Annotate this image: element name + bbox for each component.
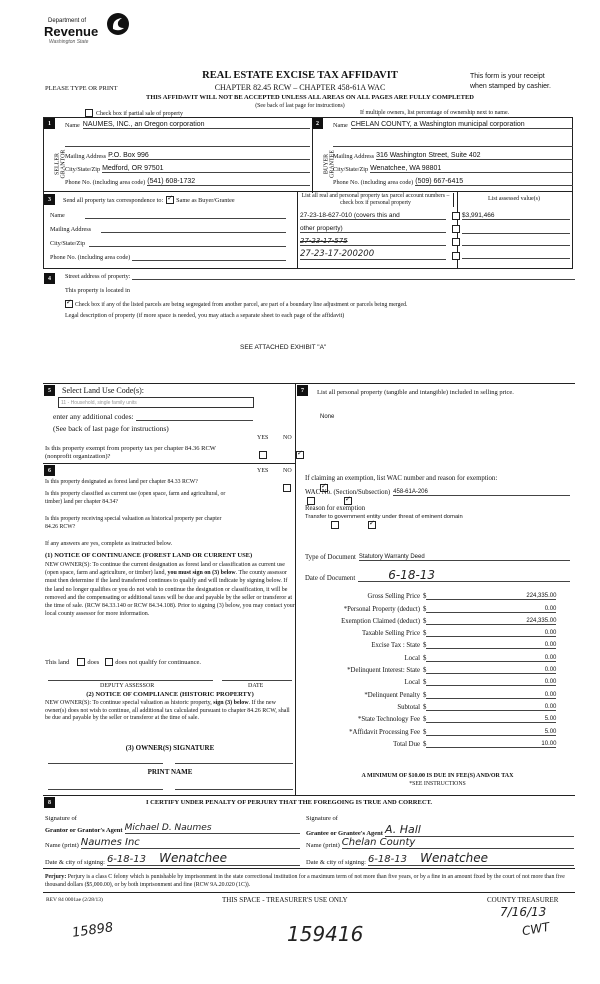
receipt-note-2: when stamped by cashier. <box>470 83 551 90</box>
send-correspondence-row: Send all property tax correspondence to: ✓ Same as Buyer/Grantee <box>63 196 235 204</box>
seller-phone-field[interactable]: (541) 608-1732 <box>147 178 310 186</box>
doc-date-row: Date of Document 6-18-13 <box>305 569 570 582</box>
print-name-line-1[interactable] <box>48 789 163 790</box>
parcel-number[interactable]: 27-23-18-627-010 (covers this and <box>300 212 446 220</box>
buyer-city-field[interactable]: Wenatchee, WA 98801 <box>370 165 573 173</box>
personal-property-checkbox[interactable] <box>452 252 460 260</box>
current-use-question: Is this property classified as current use (open space, farm and agricultural, or timber) land per chapter 84.34? <box>45 491 226 505</box>
partial-sale-row <box>85 109 183 117</box>
parcel-row-1 <box>300 212 460 220</box>
land-use-select[interactable]: 11 - Household, single family units <box>58 397 254 408</box>
grantee-signature[interactable]: A. Hall <box>385 823 574 837</box>
subtotal[interactable]: 0.00 <box>426 704 556 711</box>
amount-row: *Personal Property (deduct) $ 0.00 <box>343 605 557 613</box>
excise-tax-state[interactable]: 0.00 <box>426 642 556 649</box>
grantee-print-name[interactable]: Chelan County <box>342 837 574 849</box>
completion-warning: THIS AFFIDAVIT WILL NOT BE ACCEPTED UNLESS ALL AREAS ON ALL PAGES ARE FULLY COMPLETED <box>146 94 474 101</box>
amount-row: *Delinquent Interest: State $ 0.00 <box>347 667 557 675</box>
parcel-row-4 <box>300 249 460 260</box>
does-not-qualify-checkbox[interactable] <box>105 658 113 666</box>
gross-selling-price[interactable]: 224,335.00 <box>426 593 556 600</box>
assessor-date-line[interactable] <box>222 680 292 681</box>
section-5-6-right-border <box>295 383 296 795</box>
reason-value[interactable]: Transfer to government entity under threat of eminent domain <box>305 514 463 520</box>
exemption-claimed[interactable]: 224,335.00 <box>426 618 556 625</box>
personal-property-checkbox[interactable] <box>452 212 460 220</box>
notice-continuance-title: (1) NOTICE OF CONTINUANCE (FOREST LAND OR CURRENT USE) <box>45 552 253 559</box>
amount-row: Taxable Selling Price $ 0.00 <box>361 630 557 638</box>
segregated-row: ✓ Check box if any of the listed parcels are being segregated from another parcel, are part of a boundary line adjustment or parcels being merged. <box>65 300 407 308</box>
legal-description-value: SEE ATTACHED EXHIBIT "A" <box>240 344 327 351</box>
see-back-instructions: (See back of last page for instructions) <box>255 103 345 109</box>
logo-line3: Washington State <box>49 39 89 45</box>
section-5-number: 5 <box>44 385 55 396</box>
perjury-notice: Perjury: Perjury is a class C felony which is punishable by imprisonment in the state correctional institution for a maximum term of not more than five years, or by a fine in an amount fixed by the court of not more than five thousand dollars ($5,000.00), or by both imprisonment and fine (RCW 9A.20.020 (1C)). <box>45 874 565 888</box>
amount-row: *State Technology Fee $ 5.00 <box>357 716 557 724</box>
receipt-note-1: This form is your receipt <box>470 73 545 80</box>
see-instructions-note: *SEE INSTRUCTIONS <box>409 781 466 787</box>
assessed-value[interactable]: $3,991,466 <box>462 212 570 220</box>
corr-name-field[interactable] <box>85 212 286 219</box>
parcel-number-struck[interactable]: 27-23-17-575 <box>300 237 446 246</box>
section-6-number: 6 <box>44 465 55 476</box>
assessed-value[interactable] <box>462 245 570 246</box>
same-as-buyer-checkbox[interactable] <box>166 196 174 204</box>
grantor-sig-label-1: Signature of <box>45 815 77 822</box>
historic-yes-checkbox[interactable] <box>331 521 339 529</box>
historic-question: Is this property receiving special valuation as historical property per chapter 84.26 RCW? <box>45 516 222 530</box>
assessed-header: List assessed value(s) <box>488 196 540 202</box>
grantor-print-name[interactable]: Naumes Inc <box>81 837 300 849</box>
buyer-side-label: BUYER GRANTEE <box>323 150 336 178</box>
form-revision: REV 84 0001ae (2/28/13) <box>46 897 103 903</box>
grantee-signature-row: Grantee or Grantee's Agent A. Hall <box>306 823 574 837</box>
seller-city-field[interactable]: Medford, OR 97501 <box>102 165 310 173</box>
section-1-number: 1 <box>44 118 55 129</box>
date-label: DATE <box>248 683 264 689</box>
amount-row: Excise Tax : State $ 0.00 <box>371 642 557 650</box>
continuance-qualify-row: This land does does not qualify for continuance. <box>45 659 202 666</box>
delinquent-interest-state[interactable]: 0.00 <box>426 667 556 674</box>
owner-signature-title: (3) OWNER(S) SIGNATURE <box>125 744 215 752</box>
parcel-row-2 <box>300 225 460 233</box>
land-use-see-back: (See back of last page for instructions) <box>53 424 169 433</box>
buyer-mailing-field[interactable]: 316 Washington Street, Suite 402 <box>376 152 573 160</box>
affidavit-processing-fee[interactable]: 5.00 <box>426 729 556 736</box>
handwritten-treasurer-date: 7/16/13 <box>500 905 547 919</box>
current-use-no-checkbox[interactable] <box>344 497 352 505</box>
yes-header: YES <box>257 435 269 441</box>
treasurer-use-only: THIS SPACE - TREASURER'S USE ONLY <box>222 896 348 904</box>
section-2-number: 2 <box>312 118 323 129</box>
no-header: NO <box>283 435 292 441</box>
wac-row: WAC No. (Section/Subsection) 458-61A-206 <box>305 489 570 496</box>
s6-yes-header: YES <box>257 468 269 474</box>
deputy-assessor-label: DEPUTY ASSESSOR <box>100 683 155 689</box>
corr-city-field[interactable] <box>89 240 286 247</box>
personal-property-value: None <box>320 414 335 420</box>
grantee-date-city[interactable]: 6-18-13 Wenatchee <box>368 851 574 866</box>
parcels-header: List all real and personal property tax parcel account numbers – check box if personal property <box>298 193 454 207</box>
forest-land-question: Is this property designated as forest land per chapter 84.33 RCW? <box>45 479 198 485</box>
section-8-top-border <box>43 795 575 796</box>
segregated-checkbox[interactable] <box>65 300 73 308</box>
exemption-label: If claiming an exemption, list WAC number and reason for exemption: <box>305 475 498 482</box>
section-7-number: 7 <box>297 385 308 396</box>
minimum-due-note: A MINIMUM OF $10.00 IS DUE IN FEE(S) AND/OR TAX <box>361 773 514 779</box>
wac-number-field[interactable]: 458-61A-206 <box>393 489 570 496</box>
dor-logo <box>40 12 135 52</box>
form-title: REAL ESTATE EXCISE TAX AFFIDAVIT <box>202 70 398 81</box>
personal-property-deduct[interactable]: 0.00 <box>426 606 556 613</box>
street-address-row: Street address of property: <box>65 273 575 280</box>
exempt-question: Is this property exempt from property tax per chapter 84.36 RCW (nonprofit organization)? <box>45 445 216 460</box>
parcel-number[interactable]: other property) <box>300 225 446 233</box>
amount-row: Subtotal $ 0.00 <box>397 703 557 711</box>
buyer-name-field[interactable]: CHELAN COUNTY, a Washington municipal corporation <box>351 121 573 129</box>
additional-codes-field[interactable] <box>136 413 253 421</box>
print-name-label: PRINT NAME <box>147 768 193 776</box>
corr-mailing-field[interactable] <box>101 226 286 233</box>
buyer-phone-field[interactable]: (509) 667-6415 <box>415 178 573 186</box>
grantor-signature[interactable]: Michael D. Naumes <box>125 823 300 834</box>
amounts-table <box>300 588 572 748</box>
parcel-number-handwritten[interactable]: 27-23-17-200200 <box>300 249 446 260</box>
doc-type-field[interactable]: Statutory Warranty Deed <box>359 554 570 561</box>
seller-name-row: Name NAUMES, INC., an Oregon corporation <box>65 121 310 129</box>
parcel-row-3 <box>300 237 460 246</box>
county-treasurer: COUNTY TREASURER <box>487 896 559 904</box>
grantor-signature-row: Grantor or Grantor's Agent Michael D. Naumes <box>45 823 300 834</box>
exempt-yes-checkbox[interactable] <box>259 451 267 459</box>
seller-mailing-field[interactable]: P.O. Box 996 <box>108 152 310 160</box>
assessed-value[interactable] <box>462 233 570 234</box>
corr-name-row: Name <box>50 212 286 219</box>
amount-row: Gross Selling Price $ 224,335.00 <box>367 593 557 601</box>
grantor-date-row: Date & city of signing: 6-18-13 Wenatchee <box>45 851 300 866</box>
delinquent-interest-local[interactable]: 0.00 <box>426 679 556 686</box>
handwritten-receipt-number: 15898 <box>71 920 115 941</box>
buyer-city-row: City/State/Zip Wenatchee, WA 98801 <box>333 165 573 173</box>
logo-line2: Revenue <box>44 24 99 39</box>
notice-compliance-text: NEW OWNER(S): To continue special valuation as historic property, sign (3) below. If the new owner(s) does not wish to continue, all additional tax calculated pursuant to chapter 84.26 RCW, shall be due and payable by the seller or transferor at the time of sale. <box>45 700 290 721</box>
taxable-selling-price[interactable]: 0.00 <box>426 630 556 637</box>
if-yes-instruction: If any answers are yes, complete as instructed below. <box>45 541 173 547</box>
total-due[interactable]: 10.00 <box>426 741 556 748</box>
legal-description-label: Legal description of property (if more space is needed, you may attach a separate sheet to each page of the affidavit) <box>65 313 345 319</box>
partial-sale-checkbox[interactable] <box>85 109 93 117</box>
seller-name-line-2[interactable] <box>65 146 310 147</box>
amount-row: *Affidavit Processing Fee $ 5.00 <box>349 728 557 736</box>
doc-date-field[interactable]: 6-18-13 <box>358 569 570 582</box>
corr-city-row: City/State/Zip <box>50 240 286 247</box>
dor-swoosh-logo-icon <box>106 12 130 36</box>
handwritten-treasurer-initials: CWT <box>520 919 551 939</box>
grantor-name-row: Name (print) Naumes Inc <box>45 837 300 849</box>
seller-name-field[interactable]: NAUMES, INC., an Oregon corporation <box>83 121 310 129</box>
amount-row: Local $ 0.00 <box>404 654 557 662</box>
grantee-sig-label-1: Signature of <box>306 815 338 822</box>
grantor-date-city[interactable]: 6-18-13 Wenatchee <box>107 851 300 866</box>
seller-mailing-row: Mailing Address P.O. Box 996 <box>65 152 310 160</box>
excise-tax-local[interactable]: 0.00 <box>426 655 556 662</box>
buyer-mailing-row: Mailing Address 316 Washington Street, Suite 402 <box>333 152 573 160</box>
notice-compliance-title: (2) NOTICE OF COMPLIANCE (HISTORIC PROPERTY) <box>86 691 254 698</box>
assessed-value[interactable] <box>462 258 570 259</box>
s6-no-header: NO <box>283 468 292 474</box>
current-use-yes-checkbox[interactable] <box>307 497 315 505</box>
form-chapter: CHAPTER 82.45 RCW – CHAPTER 458-61A WAC <box>214 83 386 92</box>
section-6-top-border <box>43 463 295 464</box>
owner-signature-line-2[interactable] <box>175 763 293 764</box>
amount-row: Local $ 0.00 <box>404 679 557 687</box>
buyer-name-line-2[interactable] <box>333 146 573 147</box>
street-address-field[interactable] <box>132 273 575 280</box>
owner-signature-line-1[interactable] <box>48 763 163 764</box>
buyer-name-row: Name CHELAN COUNTY, a Washington municipal corporation <box>333 121 573 129</box>
forest-land-yes-checkbox[interactable] <box>283 484 291 492</box>
seller-phone-row: Phone No. (including area code) (541) 608-1732 <box>65 178 310 186</box>
section-4-number: 4 <box>44 273 55 284</box>
notice-continuance-text: NEW OWNER(S): To continue the current designation as forest land or classification as current use (open space, farm and agriculture, or timber) land, you must sign on (3) below. The county assessor must then determine if the land transferred continues to qualify and will indicate by signing below. If the land no longer qualifies or you do not wish to continue the designation or classification, it will be removed and the compensating or additional taxes will be due and payable by the seller or transferor at the time of sale. (RCW 84.33.140 or RCW 84.34.108). Prior to signing (3) below, you may contact your local county assessor for more information. <box>45 562 295 618</box>
deputy-assessor-sig-line[interactable] <box>48 680 213 681</box>
additional-codes-row: enter any additional codes: <box>53 412 253 421</box>
certify-statement: I CERTIFY UNDER PENALTY OF PERJURY THAT THE FOREGOING IS TRUE AND CORRECT. <box>146 799 433 806</box>
treasurer-border <box>43 892 575 893</box>
partial-sale-label: Check box if partial sale of property <box>96 111 183 117</box>
doc-type-row: Type of Document Statutory Warranty Deed <box>305 554 570 561</box>
buyer-phone-row: Phone No. (including area code) (509) 667-6415 <box>333 178 573 186</box>
seller-city-row: City/State/Zip Medford, OR 97501 <box>65 165 310 173</box>
amount-row: *Delinquent Penalty $ 0.00 <box>364 691 557 699</box>
section-5-top-border <box>43 383 575 384</box>
please-type: PLEASE TYPE OR PRINT <box>45 85 118 92</box>
section-3-number: 3 <box>44 194 55 205</box>
land-use-label: Select Land Use Code(s): <box>62 386 144 395</box>
grantee-date-row: Date & city of signing: 6-18-13 Wenatchee <box>306 851 574 866</box>
handwritten-affidavit-number: 159416 <box>287 922 364 946</box>
located-in-label: This property is located in <box>65 287 130 294</box>
footer-top-border <box>43 868 575 869</box>
qualifies-checkbox[interactable] <box>77 658 85 666</box>
section-8-number: 8 <box>44 797 55 808</box>
personal-property-checkbox[interactable] <box>452 238 460 246</box>
seller-side-label: SELLER GRANTOR <box>54 149 67 179</box>
corr-phone-row: Phone No. (including area code) <box>50 254 286 261</box>
state-technology-fee[interactable]: 5.00 <box>426 716 556 723</box>
exempt-no-checkbox[interactable] <box>296 451 304 459</box>
amount-row: Exemption Claimed (deduct) $ 224,335.00 <box>341 617 557 625</box>
historic-no-checkbox[interactable] <box>368 521 376 529</box>
reason-label: Reason for exemption <box>305 505 366 512</box>
delinquent-penalty[interactable]: 0.00 <box>426 692 556 699</box>
personal-property-label: List all personal property (tangible and intangible) included in selling price. <box>317 389 514 396</box>
personal-property-checkbox[interactable] <box>452 225 460 233</box>
corr-mailing-row: Mailing Address <box>50 226 286 233</box>
multiple-owners-note: If multiple owners, list percentage of ownership next to name. <box>360 110 510 116</box>
logo-line1: Department of <box>48 18 87 24</box>
print-name-line-2[interactable] <box>175 789 293 790</box>
corr-phone-field[interactable] <box>132 254 286 261</box>
grantee-name-row: Name (print) Chelan County <box>306 837 574 849</box>
amount-row: Total Due $ 10.00 <box>393 740 557 748</box>
